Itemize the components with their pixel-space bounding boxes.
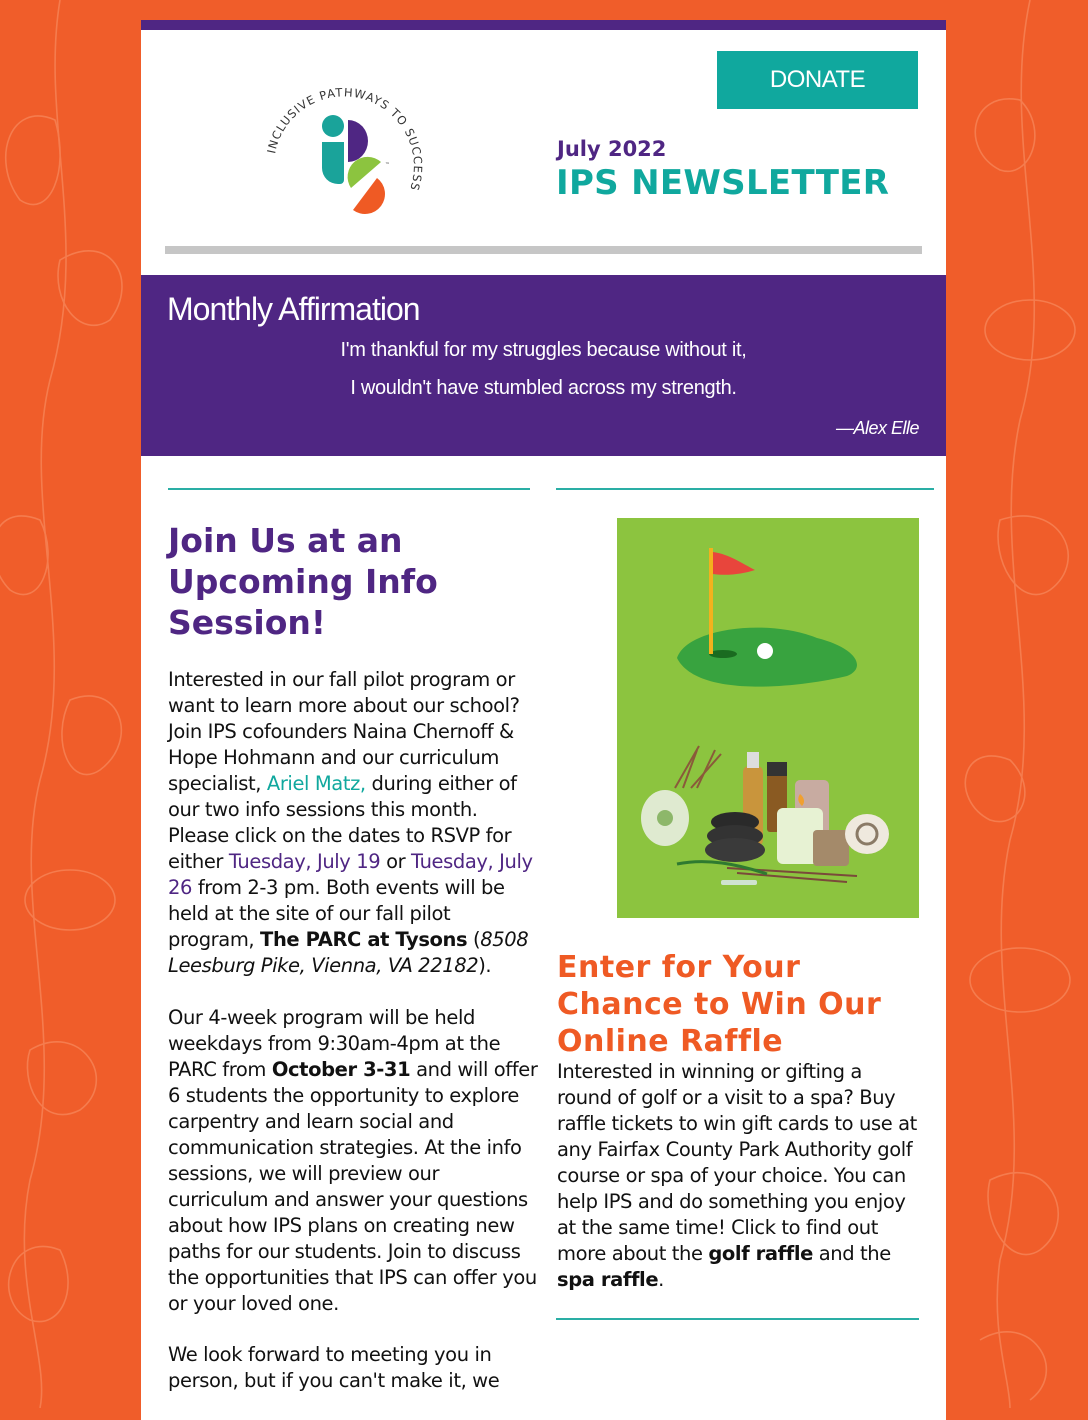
rsvp-july-26-link[interactable]: Tuesday, July 26 <box>168 850 533 899</box>
logo-arc-text: INCLUSIVE PATHWAYS TO SUCCESS <box>264 85 425 193</box>
golf-raffle-link[interactable]: golf raffle <box>708 1242 813 1265</box>
left-column-divider <box>168 488 530 490</box>
newsletter-card <box>141 20 946 1420</box>
golf-hole-icon <box>709 650 737 658</box>
text-span: ). <box>478 954 492 977</box>
program-dates: October 3-31 <box>271 1058 411 1081</box>
text-span: ( <box>467 928 481 951</box>
text-span: from 2-3 pm. Both events will be held at the site of our fall pilot program, <box>168 876 505 951</box>
header-divider <box>165 246 922 254</box>
rsvp-july-19-link[interactable]: Tuesday, July 19 <box>228 850 381 873</box>
spa-raffle-link[interactable]: spa raffle <box>557 1268 659 1291</box>
venue-name: The PARC at Tysons <box>260 928 468 951</box>
affirmation-quote-line-2: I wouldn't have stumbled across my strength. <box>350 377 737 399</box>
text-span: Our 4-week program will be held weekdays from 9:30am-4pm at the PARC from <box>168 1006 501 1081</box>
raffle-promo-image[interactable] <box>617 518 919 918</box>
text-span: or <box>380 850 412 873</box>
info-session-paragraph-1 <box>168 667 538 979</box>
text-span: and will offer 6 students the opportunity to explore carpentry and learn social and communication strategies. At the info sessions, we will preview our curriculum and answer your questions about how IPS plans on creating new paths for our students. Join to discuss the opportunities that IPS can offer you or your loved one. <box>168 1058 538 1315</box>
affirmation-heading: Monthly Affirmation <box>167 291 420 327</box>
affirmation-banner <box>141 275 946 456</box>
text-span: and the <box>812 1242 891 1265</box>
affirmation-quote-line-1: I'm thankful for my struggles because without it, <box>340 339 747 361</box>
text-span: Interested in winning or gifting a round of golf or a visit to a spa? Buy raffle tickets to win gift cards to use at any Fairfax County Park Authority golf course or spa of your choice. You can help IPS and do something you enjoy at the same time! Click to find out more about the <box>557 1060 917 1265</box>
top-accent-bar <box>141 20 946 30</box>
logo-stem-teal <box>322 142 344 184</box>
issue-date: July 2022 <box>557 137 667 161</box>
right-column-divider <box>556 488 934 490</box>
golf-ball-icon <box>757 643 773 659</box>
specialist-link[interactable]: Ariel Matz, <box>266 772 366 795</box>
svg-text:INCLUSIVE PATHWAYS TO SUCCESS <box>264 85 425 193</box>
logo-dot-teal <box>322 115 344 137</box>
logo-trademark: ™ <box>385 162 390 168</box>
raffle-paragraph <box>557 1059 922 1293</box>
flagpole-icon <box>709 548 713 654</box>
venue-address: 8508 Leesburg Pike, Vienna, VA 22182 <box>168 928 529 977</box>
affirmation-author: —Alex Elle <box>835 418 919 438</box>
info-session-paragraph-2 <box>168 1005 538 1317</box>
newsletter-title: IPS NEWSLETTER <box>556 163 890 203</box>
text-span: Interested in our fall pilot program or want to learn more about our school? Join IPS cofounders Naina Chernoff & Hope Hohmann and our curriculum specialist, <box>168 668 520 795</box>
ips-logo[interactable] <box>247 54 439 246</box>
raffle-heading: Enter for Your Chance to Win Our Online Raffle <box>557 950 882 1059</box>
logo-leaf-orange <box>353 178 385 214</box>
text-span: during either of our two info sessions this month. Please click on the dates to RSVP for either <box>168 772 517 873</box>
info-session-paragraph-3: We look forward to meeting you in person, but if you can't make it, we <box>168 1343 500 1392</box>
raffle-bottom-divider <box>556 1318 919 1320</box>
logo-bowl-purple <box>348 120 368 162</box>
info-session-heading: Join Us at an Upcoming Info Session! <box>168 521 438 642</box>
text-span: . <box>658 1268 664 1291</box>
donate-button[interactable]: DONATE <box>717 51 918 109</box>
